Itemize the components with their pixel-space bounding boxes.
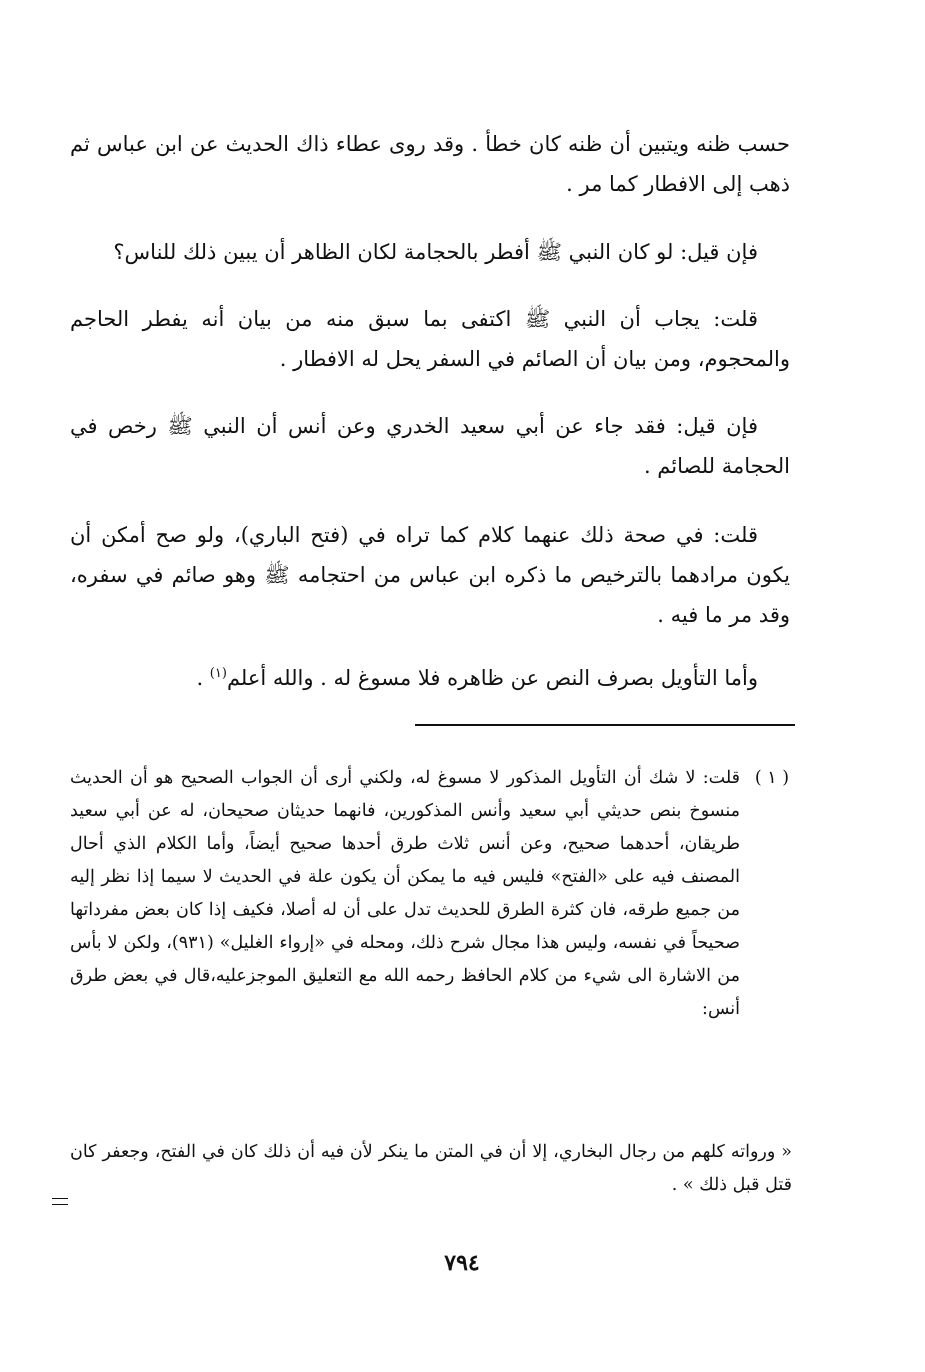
paragraph-text: قلت: يجاب أن النبي ﷺ اكتفى بما سبق منه من بيان أنه يفطر الحاجم والمحجوم، ومن بيان أن الصائم في السفر يحل له الافطار . [70, 307, 790, 371]
body-paragraph [70, 658, 790, 698]
paragraph-text: قلت: في صحة ذلك عنهما كلام كما تراه في (فتح الباري)، ولو صح أمكن أن يكون مرادهما بالترخيص ما ذكره ابن عباس من احتجامه ﷺ وهو صائم في سفره، وقد مر ما فيه . [70, 523, 790, 627]
footnote-quote: « ورواته كلهم من رجال البخاري، إلا أن في المتن ما ينكر لأن فيه أن ذلك كان في الفتح، وجعفر كان قتل قبل ذلك » . [70, 1142, 792, 1195]
footnote [70, 762, 792, 1026]
body-paragraph [70, 299, 790, 379]
body-paragraph [70, 515, 790, 635]
page-number: ٧٩٤ [444, 1250, 480, 1276]
paragraph-text: فإن قيل: لو كان النبي ﷺ أفطر بالحجامة لكان الظاهر أن يبين ذلك للناس؟ [113, 240, 758, 264]
body-paragraph [70, 232, 790, 272]
paragraph-text: حسب ظنه ويتبين أن ظنه كان خطأ . وقد روى عطاء ذاك الحديث عن ابن عباس ثم ذهب إلى الافطار كما مر . [70, 132, 790, 196]
continuation-mark [52, 1198, 68, 1205]
footnote-marker: ( ١ ) [754, 768, 790, 788]
body-paragraph [70, 406, 790, 486]
footnote-divider [415, 724, 795, 726]
paragraph-closing [70, 658, 790, 698]
paragraph-text: وأما التأويل بصرف النص عن ظاهره فلا مسوغ له . والله أعلم [226, 666, 758, 690]
paragraph-text: فإن قيل: فقد جاء عن أبي سعيد الخدري وعن أنس أن النبي ﷺ رخص في الحجامة للصائم . [70, 414, 790, 478]
footnote-text: قلت: لا شك أن التأويل المذكور لا مسوغ له، ولكني أرى أن الجواب الصحيح هو أن الحديث منسوخ بنص حديثي أبي سعيد وأنس المذكورين، فانهما حديثان صحيحان، له عن أبي سعيد طريقان، أحدهما صحيح، وعن أنس ثلاث طرق أحدها صحيح أيضاً، وأما الكلام الذي أحال المصنف فيه على «الفتح» فليس فيه ما يمكن أن يكون علة في الحديث لا سيما إذا نظر إليه من جميع طرقه، فان كثرة الطرق للحديث تدل على أن له أصلا، فكيف إذا كان بعض مفرداتها صحيحاً في نفسه، وليس هذا مجال شرح ذلك، ومحله في «إرواء الغليل» (٩٣١)، ولكن لا بأس من الاشارة الى شيء من كلام الحافظ رحمه الله مع التعليق الموجزعليه،قال في بعض طرق أنس: [70, 768, 740, 1019]
footnote-reference: (١) [209, 666, 227, 681]
paragraph-end: . [196, 666, 210, 690]
body-paragraph [70, 124, 790, 204]
